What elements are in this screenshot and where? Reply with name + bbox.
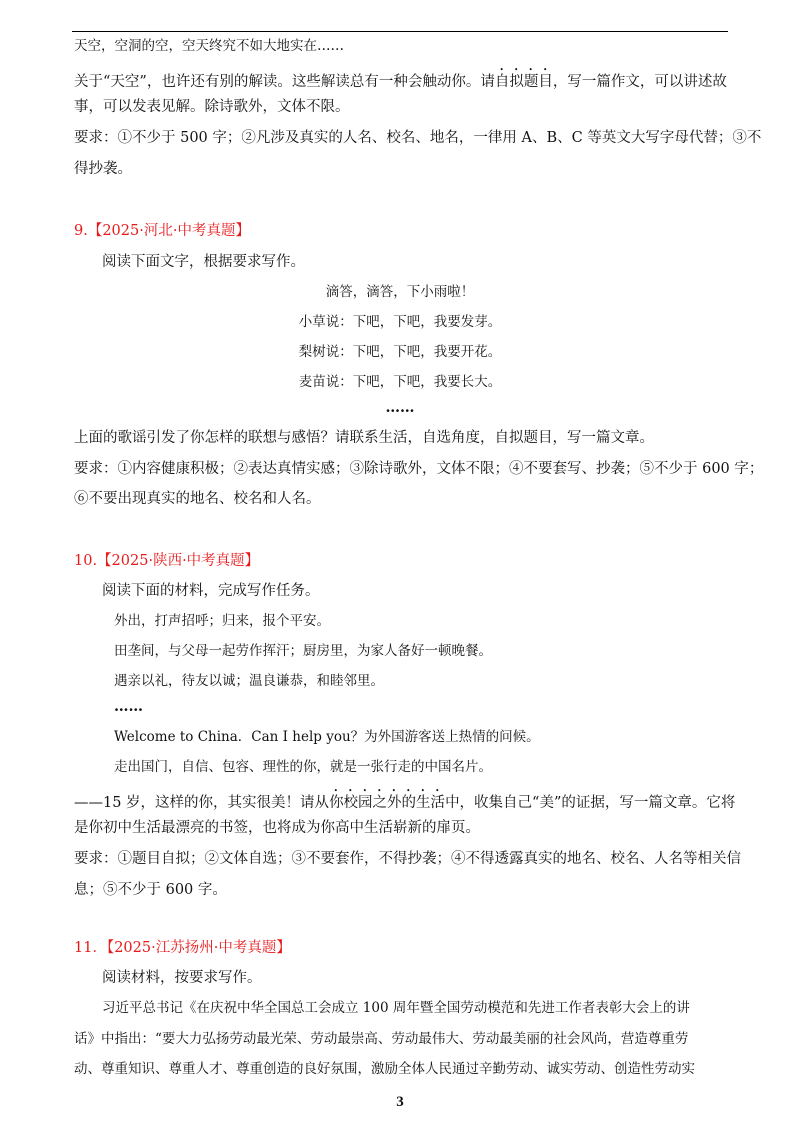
s8-req1: 要求：①不少于 500 字；②凡涉及真实的人名、校名、地名，一律用 A、B、C 等英文大写字母代替；③不 xyxy=(74,130,762,146)
q11-para-line: 习近平总书记《在庆祝中华全国总工会成立 100 周年暨全国劳动模范和先进工作者表彰大会上的讲 xyxy=(102,1000,690,1016)
s8-line2-emphasis: 自拟题目 xyxy=(494,74,553,90)
q9-req2: ⑥不要出现真实的地名、校名和人名。 xyxy=(74,491,321,507)
q9-poem-line: 梨树说：下吧，下吧，我要开花。 xyxy=(298,344,502,360)
q10-task-c: 中，收集自己“美”的证据，写一篇文章。它将 xyxy=(445,795,736,811)
q10-material-line: Welcome to China．Can I help you？为外国游客送上热情的问候。 xyxy=(114,729,540,745)
q10-req2: 息；⑤不少于 600 字。 xyxy=(74,882,227,898)
s8-line2-c: ，写一篇作文，可以讲述故 xyxy=(552,74,727,90)
s8-line1: 天空，空洞的空，空天终究不如大地实在…… xyxy=(74,38,344,54)
q11-para-line: 动、尊重知识、尊重人才、尊重创造的良好氛围，激励全体人民通过辛勤劳动、诚实劳动、创造性劳动实 xyxy=(74,1061,695,1077)
q10-material-ellipsis: …… xyxy=(114,698,143,715)
q11-header: 11．【2025·江苏扬州·中考真题】 xyxy=(74,940,291,956)
q10-header: 10.【2025·陕西·中考真题】 xyxy=(74,553,260,569)
q9-instruction: 阅读下面文字，根据要求写作。 xyxy=(102,254,305,270)
q10-instruction: 阅读下面的材料，完成写作任务。 xyxy=(102,583,320,599)
q10-material-line: 田垄间，与父母一起劳作挥汗；厨房里，为家人备好一顿晚餐。 xyxy=(114,643,492,659)
q10-req1: 要求：①题目自拟；②文体自选；③不要套作，不得抄袭；④不得透露真实的地名、校名、人名等相关信 xyxy=(74,851,741,867)
q10-task-emphasis: 你校园之外的生活 xyxy=(329,795,446,811)
q11-para-line: 话》中指出：“要大力弘扬劳动最光荣、劳动最崇高、劳动最伟大、劳动最美丽的社会风尚，营造尊重劳 xyxy=(74,1031,689,1047)
s8-line3: 事，可以发表见解。除诗歌外，文体不限。 xyxy=(74,99,350,115)
page-number: 3 xyxy=(396,1094,404,1110)
s8-line2 xyxy=(74,66,727,92)
q9-prompt: 上面的歌谣引发了你怎样的联想与感悟？请联系生活，自选角度，自拟题目，写一篇文章。 xyxy=(74,430,654,446)
q9-poem-line: 小草说：下吧，下吧，我要发芽。 xyxy=(298,314,502,330)
q10-material-line: 遇亲以礼，待友以诚；温良谦恭，和睦邻里。 xyxy=(114,673,384,689)
q9-header: 9.【2025·河北·中考真题】 xyxy=(74,223,250,239)
q9-poem-line: 麦苗说：下吧，下吧，我要长大。 xyxy=(298,374,502,390)
q10-material-line: 走出国门，自信、包容、理性的你，就是一张行走的中国名片。 xyxy=(114,759,492,775)
q10-material-line: 外出，打声招呼；归来，报个平安。 xyxy=(114,613,330,629)
s8-req2: 得抄袭。 xyxy=(74,161,132,177)
q11-instruction: 阅读材料，按要求写作。 xyxy=(102,970,262,986)
q9-poem-line: 滴答，滴答，下小雨啦！ xyxy=(325,284,475,300)
q9-poem-ellipsis: …… xyxy=(385,399,415,416)
q10-task xyxy=(74,787,735,813)
q10-task2: 是你初中生活最漂亮的书签，也将成为你高中生活崭新的扉页。 xyxy=(74,820,480,836)
header-rule xyxy=(72,31,728,32)
q9-req1: 要求：①内容健康积极；②表达真情实感；③除诗歌外，文体不限；④不要套写、抄袭；⑤不少于 600 字； xyxy=(74,461,764,477)
q10-task-a: ——15 岁，这样的你，其实很美！请从 xyxy=(74,795,330,811)
s8-line2-a: 关于“天空”，也许还有别的解读。这些解读总有一种会触动你。请 xyxy=(74,74,495,90)
